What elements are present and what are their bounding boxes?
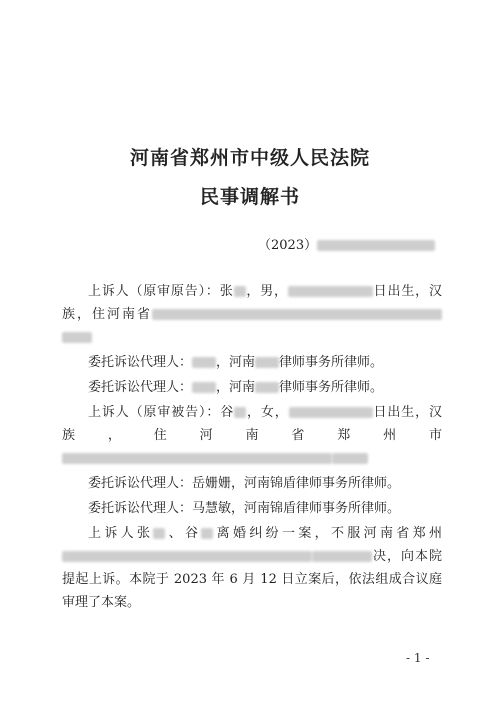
- document-type-heading: 民事调解书: [199, 186, 300, 208]
- paragraph-agent-4: 委托诉讼代理人：马慧敏，河南锦盾律师事务所律师。: [88, 501, 401, 516]
- text-segment: ，河南: [216, 380, 256, 395]
- text-segment: 委托诉讼代理人：: [88, 380, 193, 395]
- paragraph-agent-3: 委托诉讼代理人：岳姗姗，河南锦盾律师事务所律师。: [88, 476, 401, 491]
- text-segment: 日出生，汉族，住河南省: [62, 284, 442, 322]
- text-segment: 上诉人（原审被告）：谷: [88, 405, 235, 420]
- paragraph-appellant-defendant: [62, 401, 442, 470]
- text-segment: ，女，: [246, 405, 289, 420]
- text-segment: 上诉人（原审原告）：张: [88, 284, 234, 299]
- redacted-birthdate: [288, 286, 373, 297]
- redacted-name: [234, 407, 246, 418]
- redacted-name: [192, 382, 216, 393]
- redacted-address: [332, 453, 368, 464]
- paragraph-case-summary: [62, 522, 442, 614]
- redacted-name: [234, 286, 246, 297]
- paragraph-agent-2: [62, 376, 442, 399]
- redacted-birthdate: [289, 407, 373, 418]
- text-segment: 律师事务所律师。: [279, 380, 384, 395]
- text-segment: 上诉人张: [88, 526, 154, 541]
- redacted-firm-name: [255, 382, 279, 393]
- text-segment: ，男，: [245, 284, 288, 299]
- text-segment: ，河南: [216, 355, 256, 370]
- text-segment: 离婚纠纷一案，不服河南省郑州: [213, 526, 442, 541]
- case-number: [258, 234, 435, 253]
- text-segment: 日出生，汉族，住河南省郑州市: [62, 405, 442, 443]
- redacted-court-and-judgment: [312, 551, 372, 562]
- document-body: [62, 280, 442, 616]
- paragraph-agent-1: [62, 351, 442, 374]
- redacted-case-number: [317, 240, 435, 251]
- redacted-court-and-judgment: [62, 551, 312, 562]
- page-number: - 1 -: [406, 651, 430, 665]
- redacted-name: [153, 528, 165, 539]
- text-segment: 委托诉讼代理人：: [88, 355, 193, 370]
- paragraph-appellant-plaintiff: [62, 280, 442, 349]
- redacted-name: [201, 528, 213, 539]
- text-segment: 律师事务所律师。: [279, 355, 384, 370]
- text-segment: 决，向本院提起上诉。本院于 2023 年 6 月 12 日立案后，依法组成合议庭审理了本案。: [62, 549, 442, 610]
- redacted-address: [62, 453, 332, 464]
- text-segment: 、谷: [165, 526, 202, 541]
- redacted-address: [62, 332, 92, 343]
- case-number-year: （2023）: [258, 238, 318, 253]
- redacted-address: [152, 309, 442, 320]
- redacted-name: [192, 357, 216, 368]
- court-name-heading: 河南省郑州市中级人民法院: [129, 147, 370, 169]
- redacted-firm-name: [255, 357, 279, 368]
